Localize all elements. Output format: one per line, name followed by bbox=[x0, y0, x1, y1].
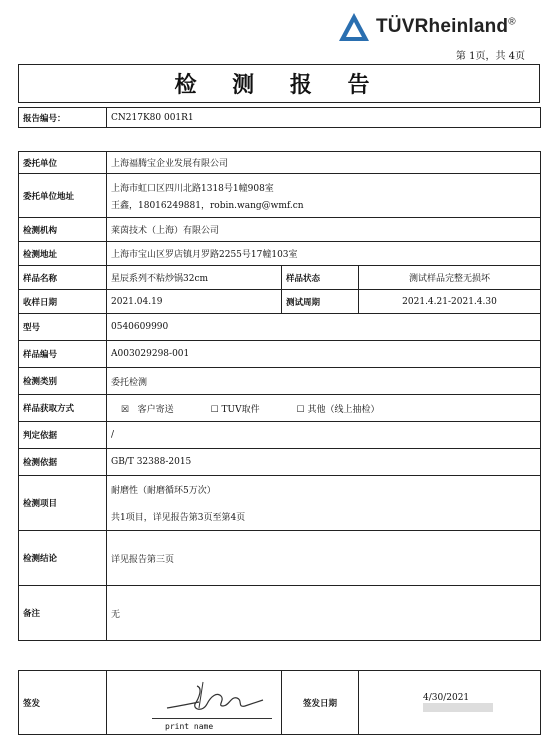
option-other[interactable] bbox=[296, 402, 379, 415]
lab-value: 莱茵技术（上海）有限公司 bbox=[107, 218, 541, 242]
checkbox-empty-icon[interactable]: ☐ bbox=[296, 404, 305, 415]
option-tuv-pickup-label: TUV取件 bbox=[221, 404, 260, 415]
receive-date-label: 收样日期 bbox=[19, 290, 107, 314]
standard-value: GB/T 32388-2015 bbox=[107, 449, 541, 476]
signoff-date-cell bbox=[359, 671, 541, 735]
row-receive-date bbox=[19, 290, 541, 314]
checkbox-empty-icon[interactable]: ☐ bbox=[210, 404, 219, 415]
row-model bbox=[19, 314, 541, 341]
remarks-value: 无 bbox=[107, 586, 541, 641]
standard-label: 检测依据 bbox=[19, 449, 107, 476]
client-address-line: 上海市虹口区四川北路1318号1幢908室 bbox=[111, 183, 274, 194]
row-conclusion bbox=[19, 531, 541, 586]
report-no-table bbox=[18, 107, 541, 128]
page-title: 检 测 报 告 bbox=[18, 64, 540, 103]
info-table bbox=[18, 151, 541, 641]
brand-name: TÜVRheinland® bbox=[376, 16, 516, 37]
row-test-type bbox=[19, 368, 541, 395]
items-line-1: 耐磨性（耐磨循环5万次） bbox=[111, 486, 216, 496]
row-sample-name bbox=[19, 266, 541, 290]
signature-line bbox=[152, 718, 272, 719]
sample-state-value: 测试样品完整无损坏 bbox=[359, 266, 541, 290]
row-sample-no bbox=[19, 341, 541, 368]
redacted-block bbox=[423, 703, 493, 712]
option-other-label: 其他（线上抽检） bbox=[307, 404, 380, 415]
row-sampling bbox=[19, 395, 541, 422]
option-customer-mail-label: 客户寄送 bbox=[137, 404, 174, 415]
client-address-value bbox=[107, 174, 541, 218]
conclusion-value: 详见报告第三页 bbox=[107, 531, 541, 586]
sampling-label: 样品获取方式 bbox=[19, 395, 107, 422]
row-client bbox=[19, 152, 541, 174]
judgement-label: 判定依据 bbox=[19, 422, 107, 449]
judgement-value: / bbox=[107, 422, 541, 449]
print-name-label: print name bbox=[165, 721, 214, 731]
signature-image bbox=[159, 678, 269, 718]
signoff-label: 签发 bbox=[19, 671, 107, 735]
checkbox-checked-icon[interactable]: ☒ bbox=[121, 404, 130, 415]
test-type-label: 检测类别 bbox=[19, 368, 107, 395]
row-items bbox=[19, 476, 541, 531]
conclusion-label: 检测结论 bbox=[19, 531, 107, 586]
row-remarks bbox=[19, 586, 541, 641]
sample-no-value: A003029298-001 bbox=[107, 341, 541, 368]
client-value: 上海福腾宝企业发展有限公司 bbox=[107, 152, 541, 174]
signoff-date-value: 4/30/2021 bbox=[423, 692, 470, 703]
signature-cell bbox=[107, 671, 282, 735]
test-type-value: 委托检测 bbox=[107, 368, 541, 395]
report-no-label: 报告编号： bbox=[19, 108, 107, 128]
lab-address-label: 检测地址 bbox=[19, 242, 107, 266]
receive-date-value: 2021.04.19 bbox=[107, 290, 282, 314]
report-no-value: CN217K80 001R1 bbox=[107, 108, 541, 128]
row-standard bbox=[19, 449, 541, 476]
row-lab-address bbox=[19, 242, 541, 266]
model-label: 型号 bbox=[19, 314, 107, 341]
sampling-options bbox=[107, 395, 541, 422]
items-line-2: 共1项目，详见报告第3页至第4页 bbox=[111, 513, 246, 523]
row-judgement bbox=[19, 422, 541, 449]
lab-address-value: 上海市宝山区罗店镇月罗路2255号17幢103室 bbox=[107, 242, 541, 266]
sample-name-label: 样品名称 bbox=[19, 266, 107, 290]
client-address-label: 委托单位地址 bbox=[19, 174, 107, 218]
items-label: 检测项目 bbox=[19, 476, 107, 531]
test-period-value: 2021.4.21-2021.4.30 bbox=[359, 290, 541, 314]
model-value: 0540609990 bbox=[107, 314, 541, 341]
sample-no-label: 样品编号 bbox=[19, 341, 107, 368]
option-customer-mail[interactable] bbox=[121, 402, 174, 415]
signoff-table bbox=[18, 670, 541, 735]
sample-state-label: 样品状态 bbox=[282, 266, 359, 290]
test-period-label: 测试周期 bbox=[282, 290, 359, 314]
client-label: 委托单位 bbox=[19, 152, 107, 174]
client-contact-line: 王鑫，18016249881，robin.wang@wmf.cn bbox=[111, 200, 304, 211]
tuv-triangle-icon bbox=[338, 12, 370, 42]
sample-name-value: 星辰系列不粘炒锅32cm bbox=[107, 266, 282, 290]
row-lab bbox=[19, 218, 541, 242]
items-value bbox=[107, 476, 541, 531]
tuv-logo bbox=[338, 10, 516, 44]
lab-label: 检测机构 bbox=[19, 218, 107, 242]
option-tuv-pickup[interactable] bbox=[211, 402, 260, 415]
row-client-address bbox=[19, 174, 541, 218]
remarks-label: 备注 bbox=[19, 586, 107, 641]
page-number: 第 1页，共 4页 bbox=[455, 51, 525, 62]
signoff-date-label: 签发日期 bbox=[282, 671, 359, 735]
